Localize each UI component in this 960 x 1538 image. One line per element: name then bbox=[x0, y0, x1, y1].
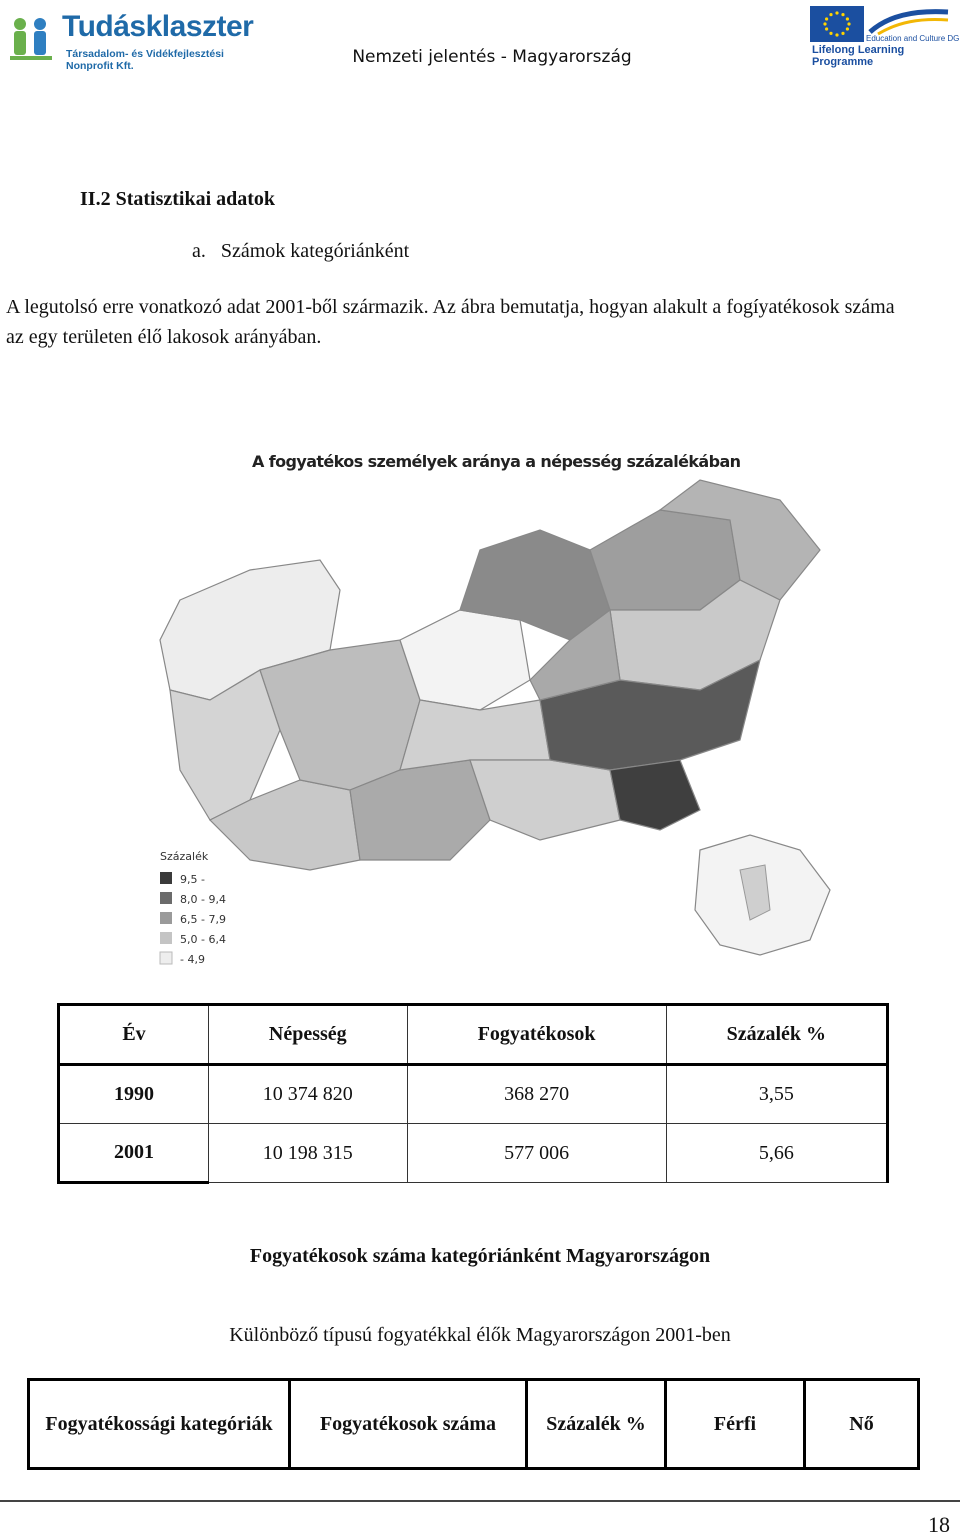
cell-disabled: 368 270 bbox=[407, 1065, 666, 1124]
page-number: 18 bbox=[928, 1512, 950, 1537]
cell-population: 10 374 820 bbox=[209, 1065, 408, 1124]
header-count: Fogyatékosok száma bbox=[290, 1380, 527, 1469]
header-male: Férfi bbox=[666, 1380, 805, 1469]
header-percent: Százalék % bbox=[527, 1380, 666, 1469]
categories-table bbox=[27, 1378, 920, 1470]
cell-year: 1990 bbox=[59, 1065, 209, 1124]
section-subheading: a. Számok kategóriánként bbox=[192, 240, 410, 262]
table-header-row bbox=[59, 1005, 888, 1065]
legend-label-1: 9,5 - bbox=[180, 873, 205, 886]
footer-divider bbox=[0, 1500, 960, 1502]
population-table bbox=[57, 1003, 889, 1184]
header-title: Nemzeti jelentés - Magyarország bbox=[352, 47, 632, 67]
legend-label-3: 6,5 - 7,9 bbox=[180, 913, 226, 926]
logo-subtitle: Társadalom- és Vidékfejlesztési Nonprofit Kft. bbox=[66, 48, 224, 72]
table-caption-categories: Fogyatékosok száma kategóriánként Magyarországon bbox=[249, 1245, 711, 1267]
map-region-southeast bbox=[610, 760, 700, 830]
map-region-great-plain-south bbox=[470, 760, 620, 840]
llp-label: Lifelong Learning Programme bbox=[812, 44, 905, 68]
map-legend bbox=[160, 872, 226, 966]
eu-dg-label: Education and Culture DG bbox=[866, 34, 960, 43]
legend-swatch-1 bbox=[160, 872, 172, 884]
legend-swatch-3 bbox=[160, 912, 172, 924]
cell-disabled: 577 006 bbox=[407, 1124, 666, 1183]
llp-swoosh-icon bbox=[868, 6, 950, 36]
cell-percent: 5,66 bbox=[666, 1124, 887, 1183]
logo-title: Tudásklaszter bbox=[62, 10, 254, 43]
cell-percent: 3,55 bbox=[666, 1065, 887, 1124]
map-region-northeast bbox=[590, 510, 740, 610]
cell-year: 2001 bbox=[59, 1124, 209, 1183]
table-row bbox=[59, 1124, 888, 1183]
header-population: Népesség bbox=[209, 1005, 408, 1065]
cell-population: 10 198 315 bbox=[209, 1124, 408, 1183]
table-row bbox=[59, 1065, 888, 1124]
header-female: Nő bbox=[805, 1380, 919, 1469]
section-heading: II.2 Statisztikai adatok bbox=[80, 188, 276, 210]
header-year: Év bbox=[59, 1005, 209, 1065]
header-percent: Százalék % bbox=[666, 1005, 887, 1065]
legend-label-4: 5,0 - 6,4 bbox=[180, 933, 226, 946]
legend-swatch-4 bbox=[160, 932, 172, 944]
legend-label-5: - 4,9 bbox=[180, 953, 205, 966]
map-title: A fogyatékos személyek aránya a népesség százalékában bbox=[252, 452, 741, 471]
table-header-row bbox=[29, 1380, 919, 1469]
map-legend-title: Százalék bbox=[160, 850, 209, 863]
legend-swatch-2 bbox=[160, 892, 172, 904]
table-caption-types: Különböző típusú fogyatékkal élők Magyarországon 2001-ben bbox=[229, 1324, 731, 1346]
map-region-budapest-area bbox=[400, 610, 530, 710]
eu-flag-icon bbox=[810, 6, 864, 42]
intro-paragraph: A legutolsó erre vonatkozó adat 2001-ből származik. Az ábra bemutatja, hogyan alakult a fogíyatékosok száma az egy területen élő lakosok arányában. bbox=[6, 296, 895, 348]
header-disabled: Fogyatékosok bbox=[407, 1005, 666, 1065]
header-category: Fogyatékossági kategóriák bbox=[29, 1380, 290, 1469]
legend-label-2: 8,0 - 9,4 bbox=[180, 893, 226, 906]
legend-swatch-5 bbox=[160, 952, 172, 964]
hungary-disability-map bbox=[140, 440, 840, 970]
